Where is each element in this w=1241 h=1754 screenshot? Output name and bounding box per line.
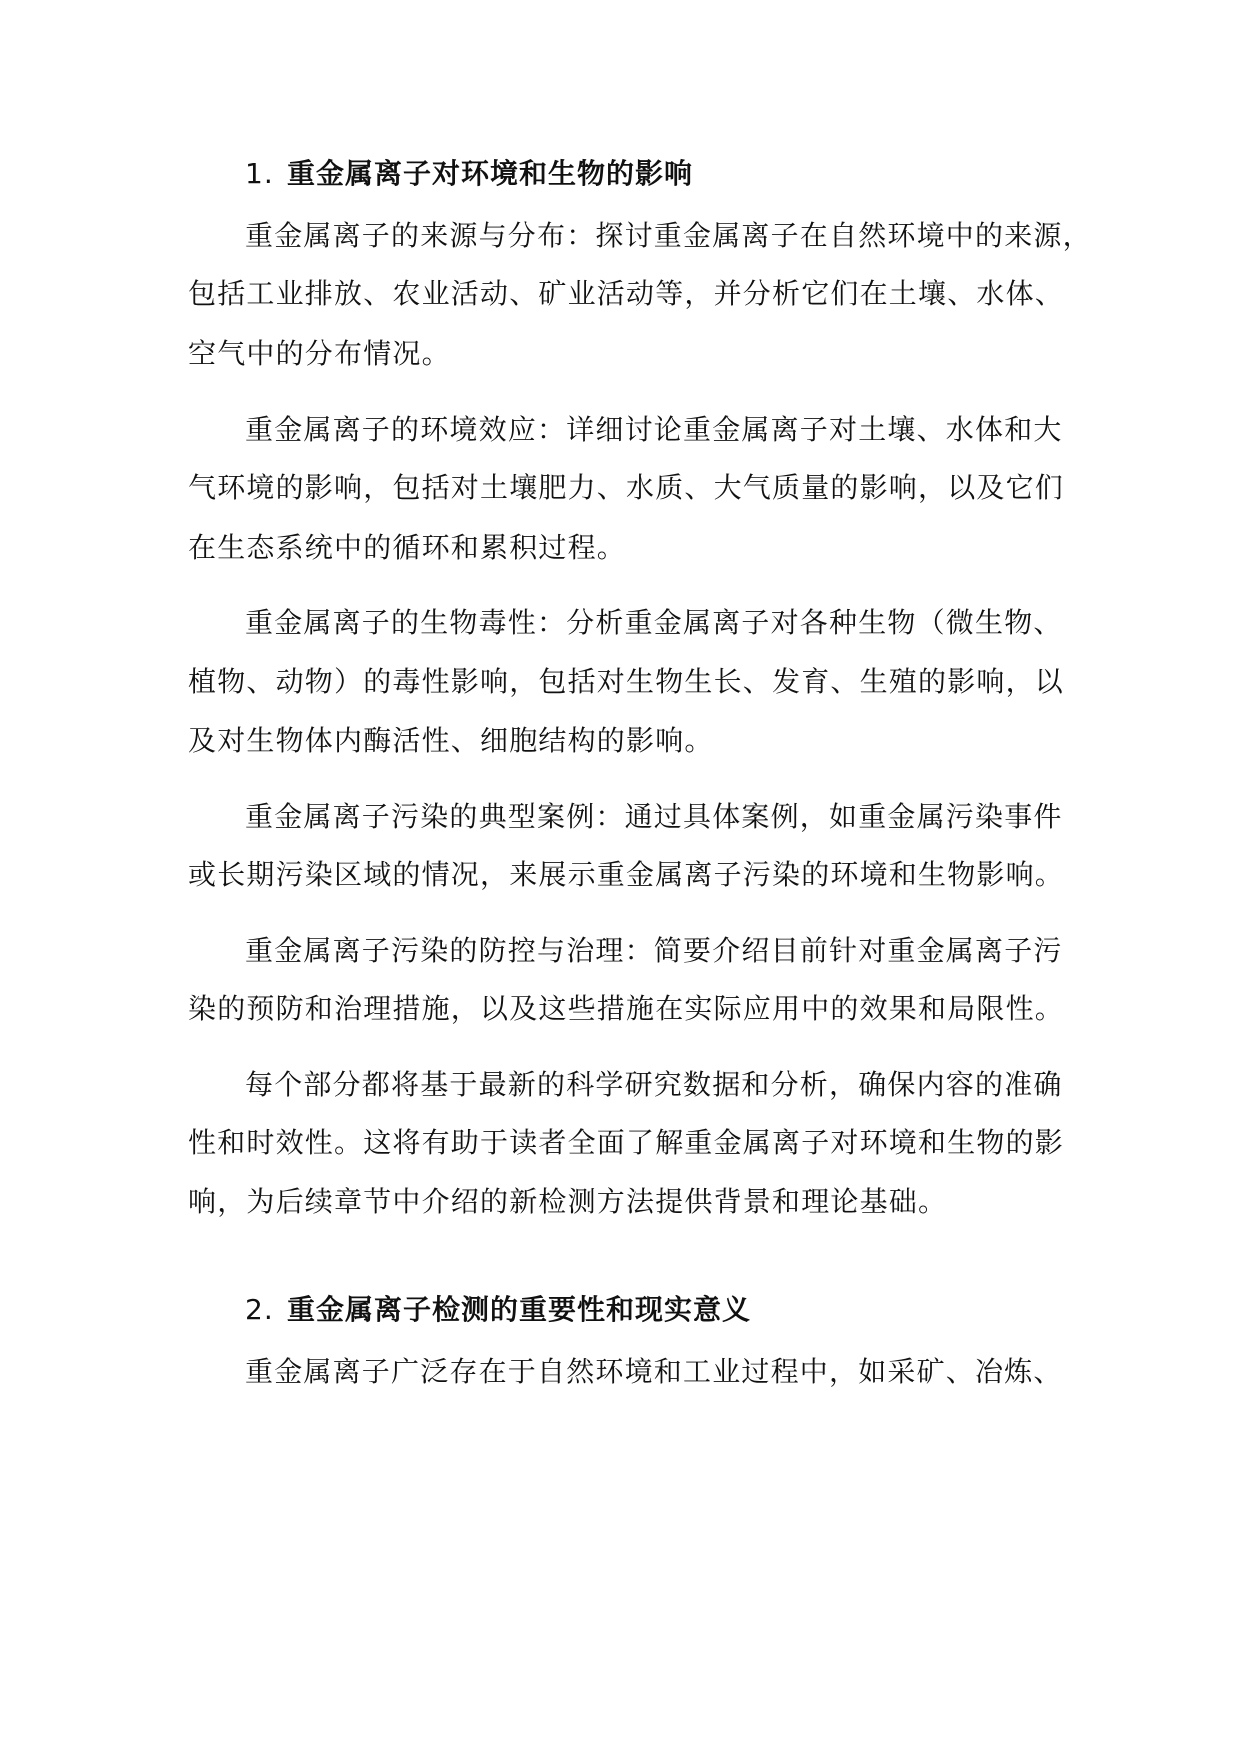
section-title: 重金属离子检测的重要性和现实意义 bbox=[287, 1293, 752, 1326]
paragraph-line: 及对生物体内酶活性、细胞结构的影响。 bbox=[188, 724, 714, 757]
paragraph-line: 重金属离子污染的典型案例：通过具体案例，如重金属污染事件 bbox=[245, 800, 1063, 833]
section-heading-2 bbox=[245, 1288, 751, 1328]
paragraph-line: 在生态系统中的循环和累积过程。 bbox=[188, 531, 627, 564]
paragraph-line: 空气中的分布情况。 bbox=[188, 337, 451, 370]
paragraph-line: 重金属离子污染的防控与治理：简要介绍目前针对重金属离子污 bbox=[245, 934, 1063, 967]
section-number: 2. bbox=[245, 1293, 274, 1326]
paragraph-line: 重金属离子的来源与分布：探讨重金属离子在自然环境中的来源， bbox=[245, 219, 1092, 252]
paragraph-line: 气环境的影响，包括对土壤肥力、水质、大气质量的影响，以及它们 bbox=[188, 471, 1065, 504]
paragraph-line: 或长期污染区域的情况，来展示重金属离子污染的环境和生物影响。 bbox=[188, 858, 1065, 891]
section-number: 1. bbox=[245, 157, 274, 190]
section-heading-1 bbox=[245, 152, 693, 192]
paragraph-line: 植物、动物）的毒性影响，包括对生物生长、发育、生殖的影响，以 bbox=[188, 665, 1065, 698]
paragraph-line: 重金属离子的生物毒性：分析重金属离子对各种生物（微生物、 bbox=[245, 606, 1063, 639]
paragraph-line: 包括工业排放、农业活动、矿业活动等，并分析它们在土壤、水体、 bbox=[188, 277, 1065, 310]
paragraph-line: 性和时效性。这将有助于读者全面了解重金属离子对环境和生物的影 bbox=[188, 1126, 1065, 1159]
paragraph-line: 重金属离子的环境效应：详细讨论重金属离子对土壤、水体和大 bbox=[245, 413, 1063, 446]
paragraph-line: 重金属离子广泛存在于自然环境和工业过程中，如采矿、冶炼、 bbox=[245, 1355, 1063, 1388]
section-title: 重金属离子对环境和生物的影响 bbox=[287, 157, 694, 190]
paragraph-line: 每个部分都将基于最新的科学研究数据和分析，确保内容的准确 bbox=[245, 1068, 1063, 1101]
paragraph-line: 响，为后续章节中介绍的新检测方法提供背景和理论基础。 bbox=[188, 1185, 948, 1218]
paragraph-line: 染的预防和治理措施，以及这些措施在实际应用中的效果和局限性。 bbox=[188, 992, 1065, 1025]
